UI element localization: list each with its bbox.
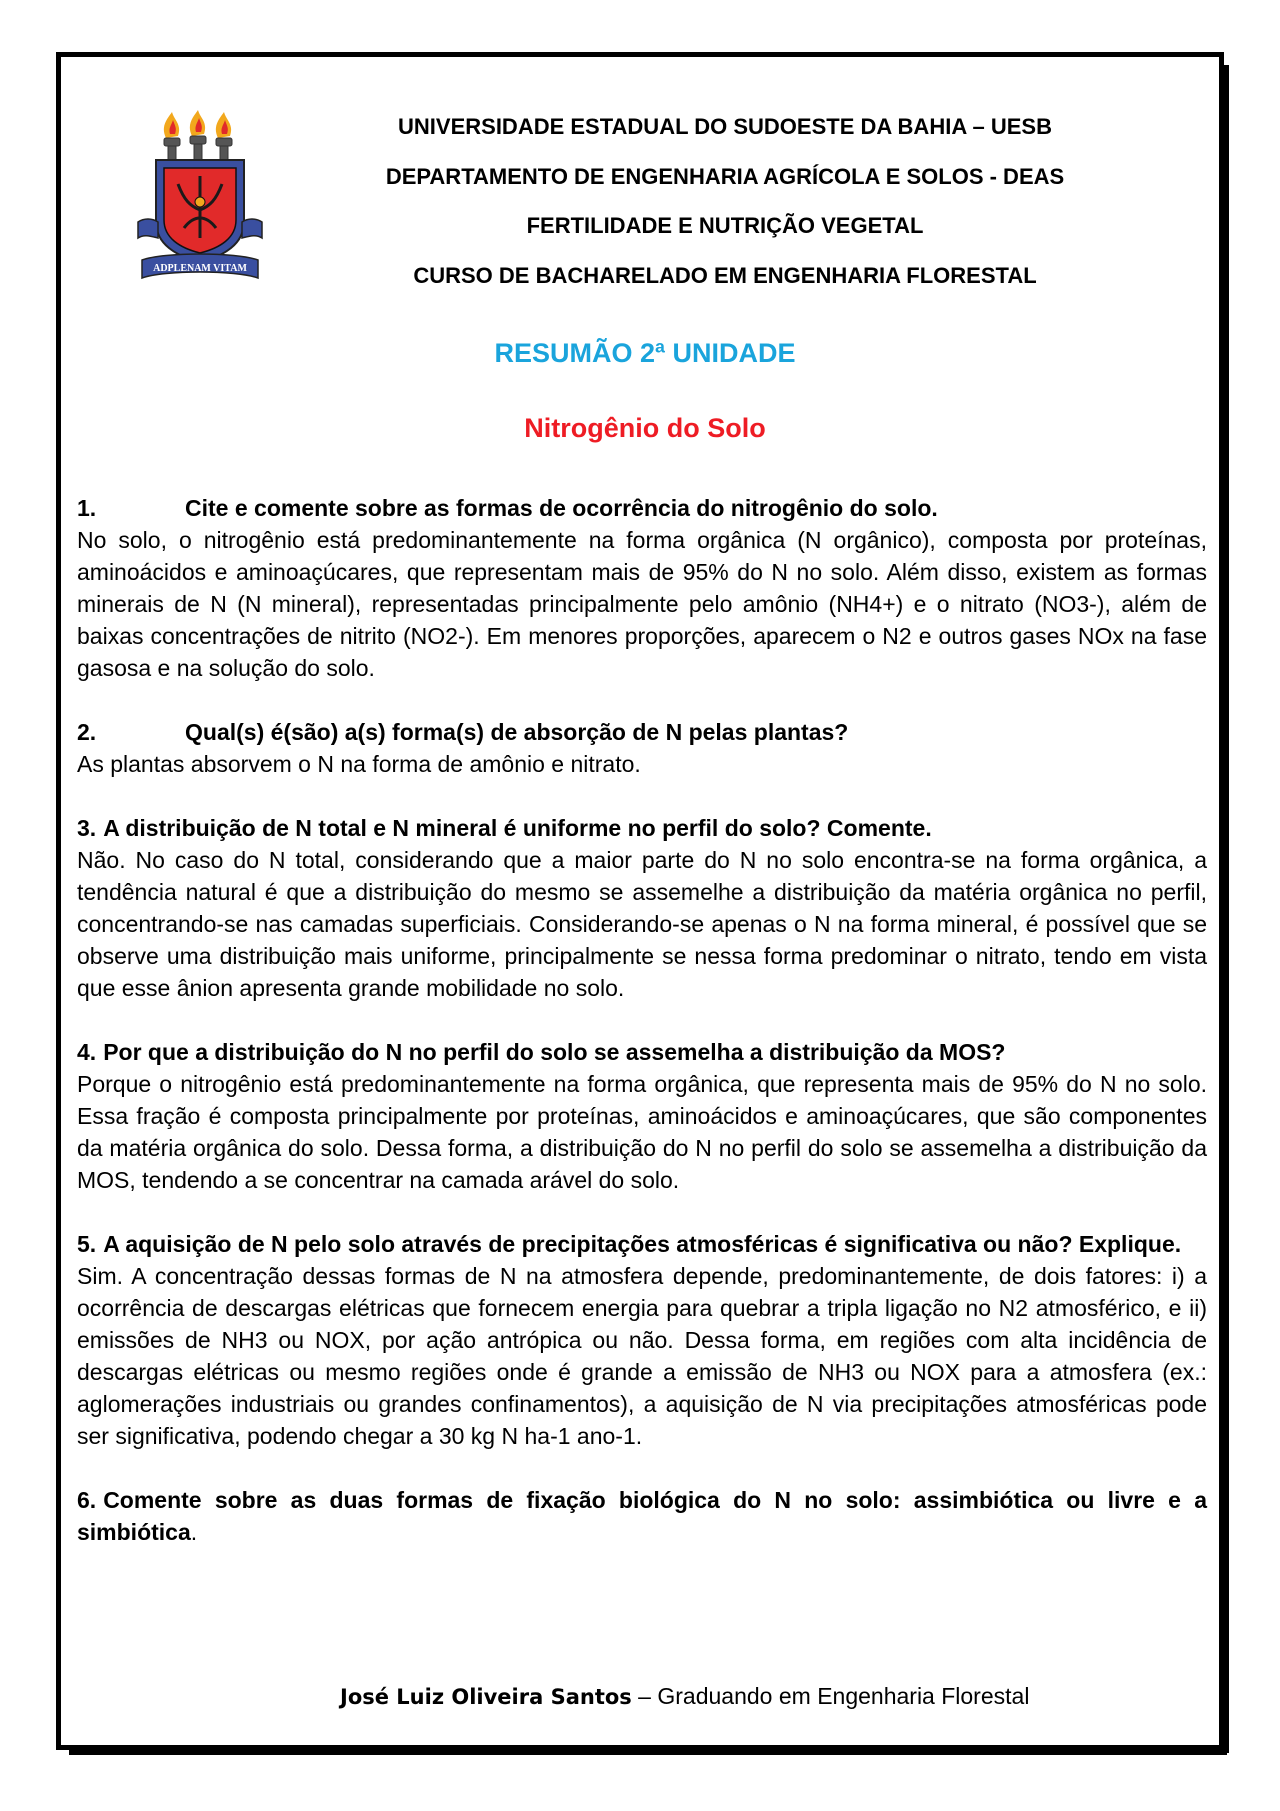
header-university: UNIVERSIDADE ESTADUAL DO SUDOESTE DA BAHIA – UESB: [398, 114, 1052, 139]
question-1: [77, 492, 1207, 524]
question-number: 6.: [77, 1487, 97, 1513]
author-name: José Luiz Oliveira Santos: [340, 1685, 632, 1709]
question-block-5: [77, 1228, 1207, 1452]
answer-4: Porque o nitrogênio está predominantemente na forma orgânica, que representa mais de 95% do N no solo. Essa fração é composta principalmente por proteínas, aminoácidos e aminoaçúcares, que são componentes da matéria orgânica do solo. Dessa forma, a distribuição do N no perfil do solo se assemelha a distribuição da MOS, tendendo a se concentrar na camada arável do solo.: [77, 1071, 1207, 1193]
answer-1: No solo, o nitrogênio está predominantemente na forma orgânica (N orgânico), composta por proteínas, aminoácidos e aminoaçúcares, que representam mais de 95% do N no solo. Além disso, existem as formas minerais de N (N mineral), representadas principalmente pelo amônio (NH4+) e o nitrato (NO3-), além de baixas concentrações de nitrito (NO2-). Em menores proporções, aparecem o N2 e outros gases NOx na fase gasosa e na solução do solo.: [77, 527, 1207, 681]
question-block-6: [77, 1484, 1207, 1548]
header-course-subject: FERTILIDADE E NUTRIÇÃO VEGETAL: [526, 213, 924, 238]
question-block-2: [77, 716, 1207, 780]
question-block-1: [77, 492, 1207, 684]
document-subtitle: Nitrogênio do Solo: [524, 413, 766, 443]
uesb-crest-icon: [134, 110, 266, 285]
question-text: Cite e comente sobre as formas de ocorrência do nitrogênio do solo.: [185, 495, 938, 521]
answer-5: Sim. A concentração dessas formas de N na atmosfera depende, predominantemente, de dois fatores: i) a ocorrência de descargas elétricas que fornecem energia para quebrar a tripla ligação no N2 atmosférico, e ii) emissões de NH3 ou NOX, por ação antrópica ou não. Dessa forma, em regiões com alta incidência de descargas elétricas ou mesmo regiões onde é grande a emissão de NH3 ou NOX para a atmosfera (ex.: aglomerações industriais ou grandes confinamentos), a aquisição de N via precipitações atmosféricas pode ser significativa, podendo chegar a 30 kg N ha-1 ano-1.: [77, 1263, 1207, 1449]
question-number: 1.: [77, 495, 97, 521]
question-number: 4.: [77, 1039, 97, 1065]
question-text: Por que a distribuição do N no perfil do solo se assemelha a distribuição da MOS?: [103, 1039, 1006, 1065]
question-text: A aquisição de N pelo solo através de precipitações atmosféricas é significativa ou não? Explique.: [103, 1231, 1182, 1257]
question-tail: .: [190, 1519, 198, 1545]
author-role: Graduando em Engenharia Florestal: [657, 1683, 1030, 1709]
question-text: Qual(s) é(são) a(s) forma(s) de absorção de N pelas plantas?: [185, 719, 849, 745]
logo-motto: ADPLENAM VITAM: [153, 263, 247, 274]
question-5: [77, 1228, 1207, 1260]
question-text: A distribuição de N total e N mineral é uniforme no perfil do solo? Comente.: [103, 815, 932, 841]
question-text: Comente sobre as duas formas de fixação biológica do N no solo: assimbiótica ou livre e a simbiótica: [77, 1487, 1207, 1545]
answer-3: Não. No caso do N total, considerando que a maior parte do N no solo encontra-se na forma orgânica, a tendência natural é que a distribuição do mesmo se assemelhe a distribuição da matéria orgânica no perfil, concentrando-se nas camadas superficiais. Considerando-se apenas o N na forma mineral, é possível que se observe uma distribuição mais uniforme, principalmente se nessa forma predominar o nitrato, tendo em vista que esse ânion apresenta grande mobilidade no solo.: [77, 847, 1207, 1001]
footer-separator: –: [631, 1683, 658, 1709]
question-4: [77, 1036, 1207, 1068]
question-block-3: [77, 812, 1207, 1004]
question-3: [77, 812, 1207, 844]
answer-2: As plantas absorvem o N na forma de amônio e nitrato.: [77, 751, 641, 777]
author-footer: [340, 1683, 1029, 1710]
header-program: CURSO DE BACHARELADO EM ENGENHARIA FLORESTAL: [413, 262, 1037, 288]
question-6: [77, 1484, 1207, 1548]
torch-flame-icon: [164, 110, 231, 138]
question-number: 2.: [77, 719, 97, 745]
header-department: DEPARTAMENTO DE ENGENHARIA AGRÍCOLA E SOLOS - DEAS: [385, 163, 1065, 189]
question-2: [77, 716, 1207, 748]
qa-content: [77, 492, 1207, 1580]
document-title: RESUMÃO 2ª UNIDADE: [494, 338, 796, 368]
institution-header: [300, 102, 1150, 300]
question-number: 5.: [77, 1231, 97, 1257]
question-number: 3.: [77, 815, 97, 841]
question-block-4: [77, 1036, 1207, 1196]
